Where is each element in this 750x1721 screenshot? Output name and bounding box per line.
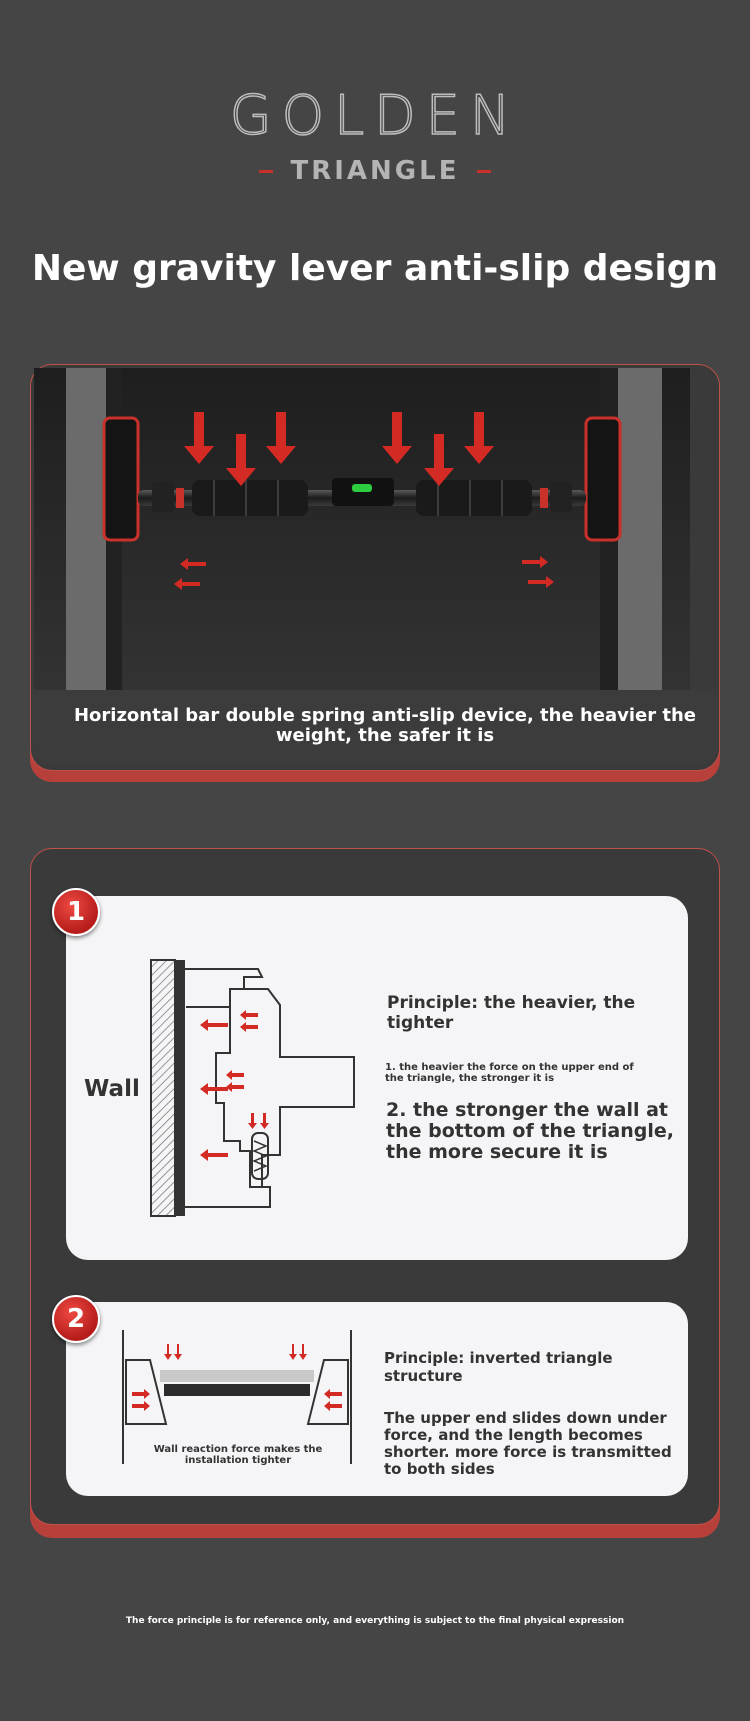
- principle2-diagram-caption: Wall reaction force makes the installation tighter: [153, 1444, 323, 1466]
- title-outline: GOLDEN: [229, 84, 521, 147]
- headline: New gravity lever anti-slip design: [31, 248, 719, 289]
- wall-label: Wall: [84, 1076, 140, 1102]
- principle2-heading: Principle: inverted triangle structure: [384, 1349, 613, 1385]
- card1-caption: Horizontal bar double spring anti-slip device, the heavier the weight, the safer it is: [73, 705, 697, 746]
- principle1-point2: 2. the stronger the wall at the bottom of the triangle, the more secure it is: [386, 1099, 674, 1163]
- product-photo: [34, 368, 690, 690]
- subtitle: TRIANGLE: [290, 156, 460, 186]
- principle1-badge: 1: [52, 888, 100, 936]
- principle1-point1: 1. the heavier the force on the upper end of the triangle, the stronger it is: [385, 1062, 634, 1084]
- subtitle-dash-left: [259, 170, 273, 173]
- footer-note: The force principle is for reference only, and everything is subject to the final physical expression: [125, 1616, 625, 1626]
- wall-mechanism-diagram: [146, 955, 366, 1225]
- principle1-heading: Principle: the heavier, the tighter: [387, 993, 636, 1033]
- pull-up-bar-illustration: [34, 368, 690, 690]
- subtitle-row: [0, 156, 750, 186]
- subtitle-dash-right: [477, 170, 491, 173]
- principle2-body: The upper end slides down under force, and the length becomes shorter. more force is transmitted to both sides: [384, 1409, 672, 1478]
- principle2-badge: 2: [52, 1295, 100, 1343]
